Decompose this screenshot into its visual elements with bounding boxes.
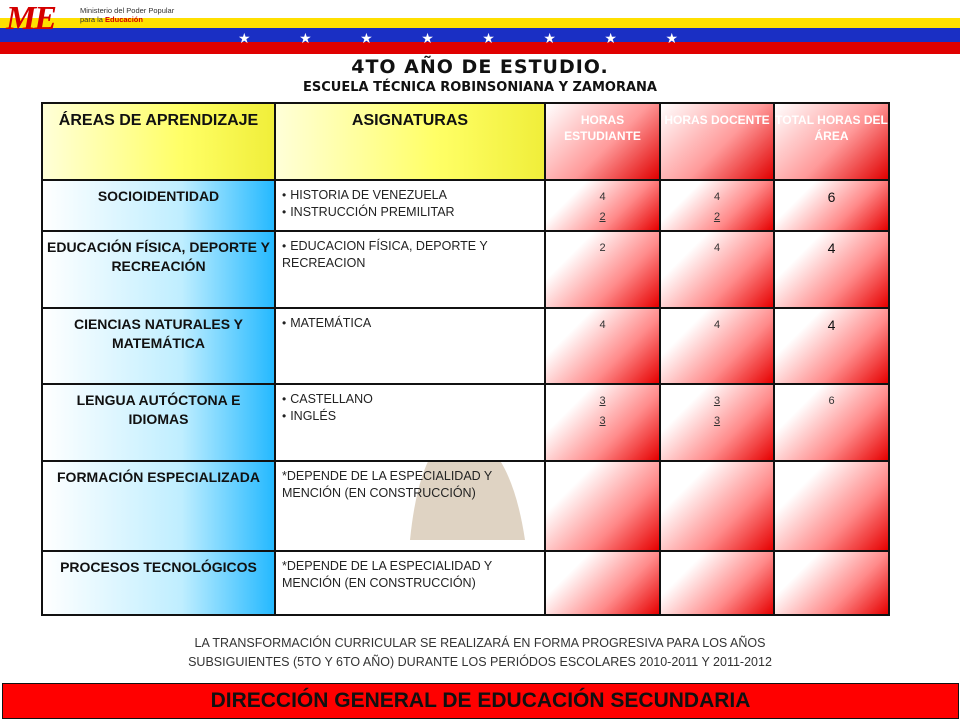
footnote-line-2: SUBSIGUIENTES (5TO Y 6TO AÑO) DURANTE LOS PERIÓDOS ESCOLARES 2010-2011 Y 2011-2012 [188, 655, 772, 669]
logo-text [80, 6, 180, 24]
subjects-cell: *DEPENDE DE LA ESPECIALIDAD Y MENCIÓN (EN CONSTRUCCIÓN) [275, 551, 545, 615]
star-icon: ★ [238, 30, 251, 46]
horas-estudiante-cell: 3 3 [545, 384, 660, 461]
subjects-cell: • MATEMÁTICA [275, 308, 545, 384]
table-row [42, 308, 889, 384]
list-item: • INSTRUCCIÓN PREMILITAR [282, 205, 455, 219]
header-areas: ÁREAS DE APRENDIZAJE [42, 103, 275, 180]
total-cell [774, 461, 889, 551]
bullet-icon: • [282, 409, 287, 423]
ministry-logo [6, 0, 176, 40]
logo-line-2: para la [80, 15, 103, 24]
subjects-cell: *DEPENDE DE LA ESPECIALIDAD Y MENCIÓN (EN CONSTRUCCIÓN) [275, 461, 545, 551]
list-item: • INGLÉS [282, 409, 337, 423]
list-item: • CASTELLANO [282, 392, 373, 406]
logo-line-3: Educación [105, 15, 143, 24]
curriculum-table [41, 102, 890, 616]
horas-docente-cell [660, 551, 774, 615]
table-row [42, 461, 889, 551]
table-row [42, 551, 889, 615]
horas-estudiante-cell: 4 [545, 308, 660, 384]
logo-line-1: Ministerio del Poder Popular [80, 6, 175, 15]
header-asignaturas: ASIGNATURAS [275, 103, 545, 180]
horas-docente-cell: 3 3 [660, 384, 774, 461]
table-row [42, 180, 889, 231]
bullet-icon: • [282, 188, 287, 202]
header-total-horas: TOTAL HORAS DEL ÁREA [774, 103, 889, 180]
subjects-cell [275, 384, 545, 461]
logo-mark: ME [6, 0, 55, 37]
total-cell: 4 [774, 308, 889, 384]
star-icon: ★ [482, 30, 495, 46]
horas-docente-cell: 4 2 [660, 180, 774, 231]
page-title: 4TO AÑO DE ESTUDIO. [351, 56, 609, 78]
horas-estudiante-cell: 4 2 [545, 180, 660, 231]
bullet-icon: • [282, 205, 287, 219]
star-icon: ★ [299, 30, 312, 46]
flag-stars [238, 30, 678, 46]
header-horas-estudiante: HORAS ESTUDIANTE [545, 103, 660, 180]
page-subtitle: ESCUELA TÉCNICA ROBINSONIANA Y ZAMORANA [303, 80, 657, 95]
star-icon: ★ [421, 30, 434, 46]
total-cell: 6 [774, 384, 889, 461]
horas-estudiante-cell [545, 461, 660, 551]
area-cell: FORMACIÓN ESPECIALIZADA [42, 461, 275, 551]
footer-banner: DIRECCIÓN GENERAL DE EDUCACIÓN SECUNDARIA [2, 683, 959, 719]
table-row [42, 384, 889, 461]
total-cell: 6 [774, 180, 889, 231]
header-horas-docente: HORAS DOCENTE [660, 103, 774, 180]
area-cell: EDUCACIÓN FÍSICA, DEPORTE Y RECREACIÓN [42, 231, 275, 308]
area-cell: PROCESOS TECNOLÓGICOS [42, 551, 275, 615]
total-cell [774, 551, 889, 615]
star-icon: ★ [360, 30, 373, 46]
bullet-icon: • [282, 392, 287, 406]
subjects-cell [275, 180, 545, 231]
subjects-cell: • EDUCACION FÍSICA, DEPORTE Y RECREACION [275, 231, 545, 308]
table-header-row [42, 103, 889, 180]
bullet-icon: • [282, 316, 287, 330]
star-icon: ★ [665, 30, 678, 46]
area-cell: LENGUA AUTÓCTONA E IDIOMAS [42, 384, 275, 461]
footnote-line-1: LA TRANSFORMACIÓN CURRICULAR SE REALIZARÁ EN FORMA PROGRESIVA PARA LOS AÑOS [194, 636, 766, 650]
horas-docente-cell [660, 461, 774, 551]
footnote [0, 634, 960, 672]
area-cell: SOCIOIDENTIDAD [42, 180, 275, 231]
star-icon: ★ [604, 30, 617, 46]
horas-estudiante-cell [545, 551, 660, 615]
bullet-icon: • [282, 239, 287, 253]
star-icon: ★ [543, 30, 556, 46]
list-item: • HISTORIA DE VENEZUELA [282, 188, 447, 202]
area-cell: CIENCIAS NATURALES Y MATEMÁTICA [42, 308, 275, 384]
horas-docente-cell: 4 [660, 308, 774, 384]
horas-docente-cell: 4 [660, 231, 774, 308]
horas-estudiante-cell: 2 [545, 231, 660, 308]
total-cell: 4 [774, 231, 889, 308]
table-row [42, 231, 889, 308]
